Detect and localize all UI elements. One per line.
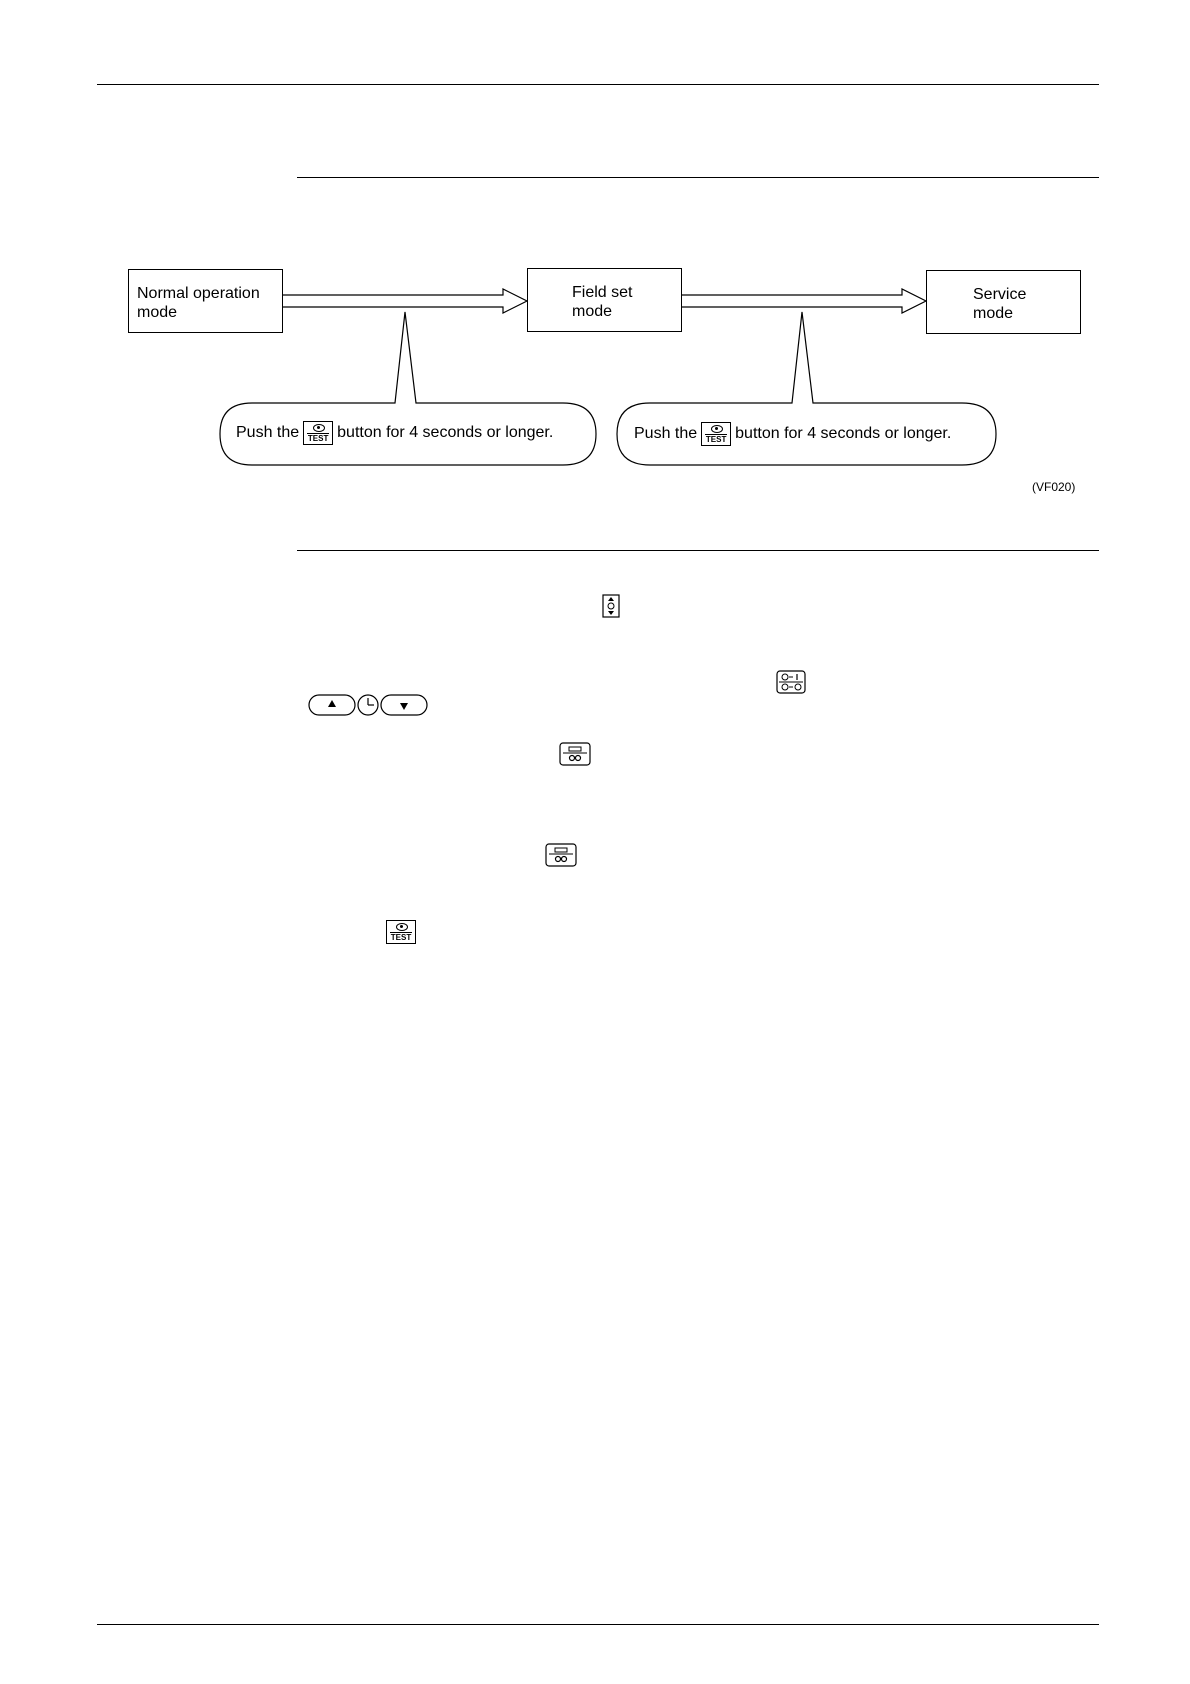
timer-on-off-icon	[776, 670, 806, 694]
bubble-2-after: button for 4 seconds or longer.	[735, 425, 952, 442]
test-button-icon	[303, 421, 333, 445]
timer-adjust-buttons	[308, 693, 430, 717]
down-triangle-icon	[381, 695, 427, 715]
test-key-label: TEST	[390, 933, 412, 942]
normal-mode-line-2: mode	[137, 304, 178, 321]
bubble-1-after: button for 4 seconds or longer.	[337, 424, 554, 441]
service-mode-line-2: mode	[973, 305, 1014, 322]
arrow-field-to-service	[682, 289, 926, 313]
airflow-direction-icon	[602, 594, 620, 618]
field-mode-line-1: Field set	[572, 284, 633, 301]
field-mode-line-2: mode	[572, 303, 613, 320]
test-key-label: TEST	[307, 434, 329, 443]
bottom-rule	[97, 1624, 1099, 1625]
section-rule-2	[297, 550, 1099, 551]
test-key-label: TEST	[705, 435, 727, 444]
service-mode-box	[926, 270, 1081, 334]
test-button-icon	[386, 920, 416, 944]
bubble-1-text	[236, 421, 553, 445]
bubble-2-text	[634, 422, 951, 446]
mode-flow-diagram	[0, 0, 1190, 520]
bubble-1-before: Push the	[236, 424, 300, 441]
programming-icon	[559, 742, 591, 766]
clock-icon	[358, 695, 378, 715]
up-triangle-icon	[309, 695, 355, 715]
normal-operation-mode-box	[128, 269, 283, 333]
test-button-icon	[701, 422, 731, 446]
figure-id: (VF020)	[1032, 480, 1076, 494]
bubble-2-before: Push the	[634, 425, 698, 442]
programming-icon	[545, 843, 577, 867]
service-mode-line-1: Service	[973, 286, 1027, 303]
field-set-mode-box	[527, 268, 682, 332]
arrow-normal-to-field	[283, 289, 527, 313]
normal-mode-line-1: Normal operation	[137, 285, 260, 302]
